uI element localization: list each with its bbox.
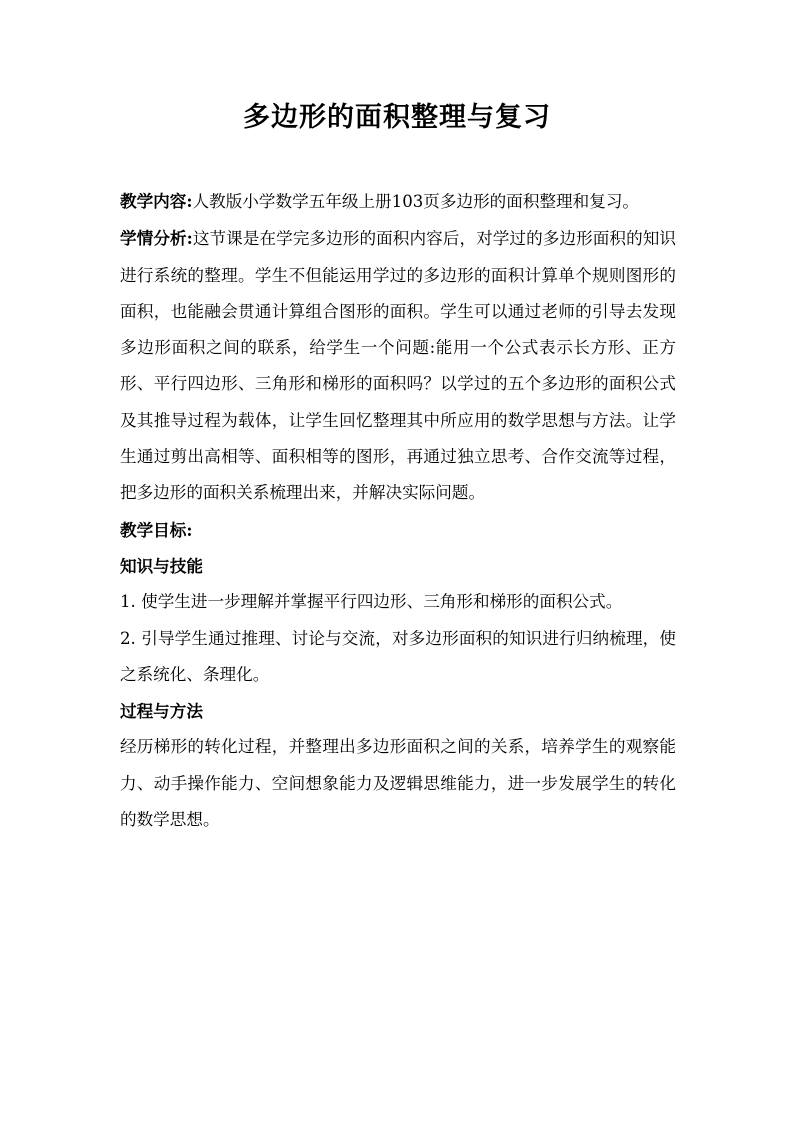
teaching-content-label: 教学内容: [120,191,193,211]
knowledge-item-1: 1. 使学生进一步理解并掌握平行四边形、三角形和梯形的面积公式。 [120,592,623,612]
learning-analysis-paragraph [120,220,676,511]
page-title: 多边形的面积整理与复习 [243,102,551,133]
document-body [120,183,676,838]
teaching-content-paragraph [120,183,676,220]
knowledge-item-2: 2. 引导学生通过推理、讨论与交流，对多边形面积的知识进行归纳梳理，使之系统化、条理化。 [120,628,676,684]
learning-analysis-label: 学情分析: [120,228,193,249]
teaching-content-text: 人教版小学数学五年级上册103页多边形的面积整理和复习。 [192,192,640,211]
process-methods-heading: 过程与方法 [120,701,203,722]
teaching-objectives-heading: 教学目标: [120,519,193,540]
knowledge-skills-heading: 知识与技能 [120,555,203,576]
learning-analysis-text: 这节课是在学完多边形的面积内容后，对学过的多边形面积的知识进行系统的整理。学生不但能运用学过的多边形的面积计算单个规则图形的面积，也能融会贯通计算组合图形的面积。学生可以通过老师的引导去发现多边形面积之间的联系，给学生一个问题:能用一个公式表示长方形、正方形、平行四边形、三角形和梯形的面积吗？以学过的五个多边形的面积公式及其推导过程为载体，让学生回忆整理其中所应用的数学思想与方法。让学生通过剪出高相等、面积相等的图形，再通过独立思考、合作交流等过程，把多边形的面积关系梳理出来，并解决实际问题。 [120,229,676,503]
process-methods-text: 经历梯形的转化过程，并整理出多边形面积之间的关系，培养学生的观察能力、动手操作能力、空间想象能力及逻辑思维能力，进一步发展学生的转化的数学思想。 [120,737,676,830]
